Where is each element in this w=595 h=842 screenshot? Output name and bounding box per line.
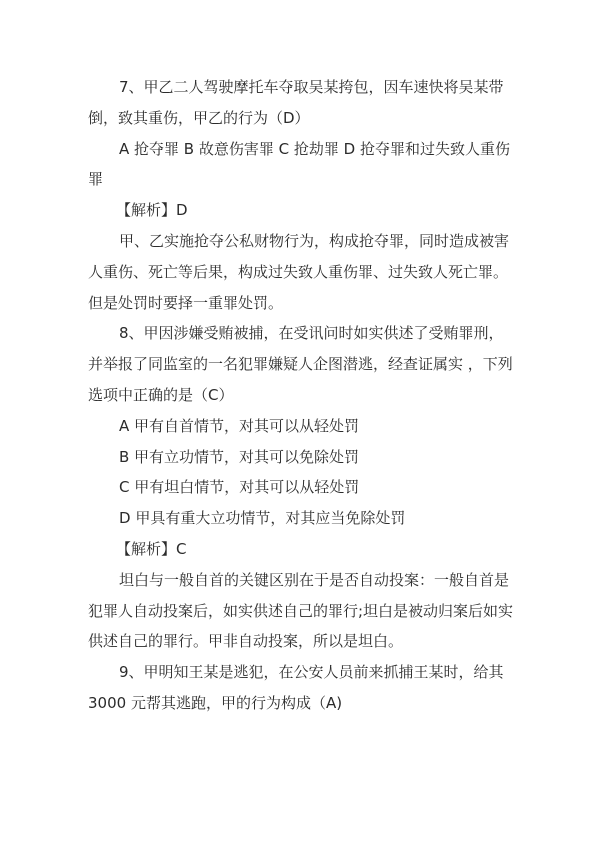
question-8-analysis-label: 【解析】C [116,539,187,558]
question-8-option-a: A 甲有自首情节，对其可以从轻处罚 [119,416,360,435]
question-7-stem: 7、甲乙二人驾驶摩托车夺取吴某挎包，因车速快将吴某带倒，致其重伤，甲乙的行为（D） [88,78,504,127]
question-8-option-b: B 甲有立功情节，对其可以免除处罚 [119,447,360,466]
question-8-option-c: C 甲有坦白情节，对其可以从轻处罚 [119,478,360,497]
question-9-stem: 9、甲明知王某是逃犯，在公安人员前来抓捕王某时，给其 3000 元帮其逃跑，甲的行为构成（A) [88,663,504,712]
question-7-analysis: 甲、乙实施抢夺公私财物行为，构成抢夺罪，同时造成被害人重伤、死亡等后果，构成过失致人重伤罪、过失致人死亡罪。但是处罚时要择一重罪处罚。 [88,231,510,312]
question-8-analysis: 坦白与一般自首的关键区别在于是否自动投案：一般自首是犯罪人自动投案后，如实供述自己的罪行;坦白是被动归案后如实供述自己的罪行。甲非自动投案，所以是坦白。 [88,570,514,651]
question-7-analysis-label: 【解析】D [116,201,188,220]
document-body [88,72,516,719]
question-8-stem: 8、甲因涉嫌受贿被捕，在受讯问时如实供述了受贿罪刑，并举报了同监室的一名犯罪嫌疑人企图潜逃，经查证属实 ，下列选项中正确的是（C） [88,324,513,404]
question-8-option-d: D 甲具有重大立功情节，对其应当免除处罚 [119,509,406,528]
question-7-options: A 抢夺罪 B 故意伤害罪 C 抢劫罪 D 抢夺罪和过失致人重伤罪 [88,139,510,189]
